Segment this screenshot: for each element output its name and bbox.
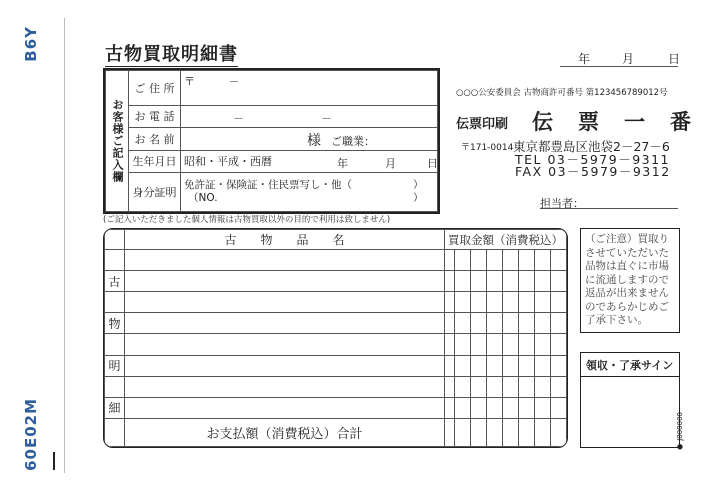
birth-day: 日 [427,156,438,170]
company-fax: FAX 03－5979－9312 [515,164,671,179]
customer-entry-box [103,68,440,214]
sign-label: 領収・了承サイン [581,353,679,377]
margin-rule [64,18,65,473]
side-char-3: 明 [105,355,125,376]
birth-label: 生年月日 [129,150,181,172]
name-field[interactable] [181,128,438,150]
id-paren-2: ） [413,192,424,205]
notice-box [580,228,680,333]
item-row[interactable] [125,355,445,376]
item-row[interactable] [125,250,445,271]
side-char-1: 古 [105,271,125,292]
company-address: 東京都豊島区池袋2－27－6 [513,139,670,154]
era-text: 昭和・平成・西暦 [184,155,272,169]
header-item-name: 古 物 品 名 [125,230,445,250]
phone-field[interactable] [181,105,438,127]
bottom-form-code: 60E02M [22,398,40,471]
address-label: ご 住 所 [129,71,181,106]
total-label: お支払額（消費税込）合計 [125,418,445,446]
occupation-label: ご職業： [331,135,375,149]
phone-label: お 電 話 [129,105,181,127]
id-line-1: 免許証・保険証・住民票写し・他（ [184,179,352,192]
top-form-code: B6Y [22,26,40,62]
items-table [103,228,568,448]
privacy-note: (ご記入いただきました個人情報は古物買取以外の目的で利用は致しません) [103,215,391,225]
date-line [560,50,681,67]
item-row[interactable] [125,292,445,313]
id-field[interactable] [181,173,438,212]
sign-box[interactable] [580,352,680,448]
customer-section-label: お客様ご記入欄 [106,71,129,212]
company-prefix: 伝票印刷 [456,117,509,132]
company-tel: TEL 03－5979－9311 [515,152,670,167]
postal-dash: － [228,75,240,88]
birth-field[interactable] [181,150,438,172]
id-line-2: （NO. [188,192,218,205]
staff-label: 担当者： [540,197,584,210]
item-row[interactable] [125,271,445,292]
date-year: 年 [578,52,591,66]
company-name: 伝 票 一 番 [532,110,693,134]
form-code: ● J000000 [676,412,684,452]
header-price: 買取金額（消費税込） [445,230,567,250]
date-month: 月 [622,52,635,66]
birth-month: 月 [385,156,396,170]
page-title: 古物買取明細書 [105,40,238,67]
side-cell [105,250,125,271]
item-row[interactable] [125,397,445,418]
id-label: 身分証明 [129,173,181,212]
header-corner [105,230,125,250]
honorific: 様 [307,133,321,150]
postal-mark: 〒 [184,75,195,88]
phone-dash-2: － [321,111,332,125]
total-side [105,418,125,446]
company-postal: 〒171-0014 [461,143,514,153]
item-row[interactable] [125,313,445,334]
side-char-2: 物 [105,313,125,334]
address-field[interactable] [181,71,438,106]
item-row[interactable] [125,376,445,397]
bottom-tick [53,452,55,470]
staff-line[interactable] [540,192,678,209]
name-label: お 名 前 [129,128,181,150]
side-cell [105,376,125,397]
birth-year: 年 [337,156,348,170]
id-paren-1: ） [413,179,424,192]
side-char-4: 細 [105,397,125,418]
phone-dash-1: － [233,111,244,125]
side-cell [105,334,125,355]
notice-text: （ご注意）買取りさせていただいた品物は直ぐに市場に流通しますので返品が出来ませんのであらかじめご了承下さい。 [585,233,669,326]
item-row[interactable] [125,334,445,355]
license-text: ○○○公安委員会 古物商許可番号 第123456789012号 [456,88,668,98]
date-day: 日 [668,52,681,66]
side-cell [105,292,125,313]
